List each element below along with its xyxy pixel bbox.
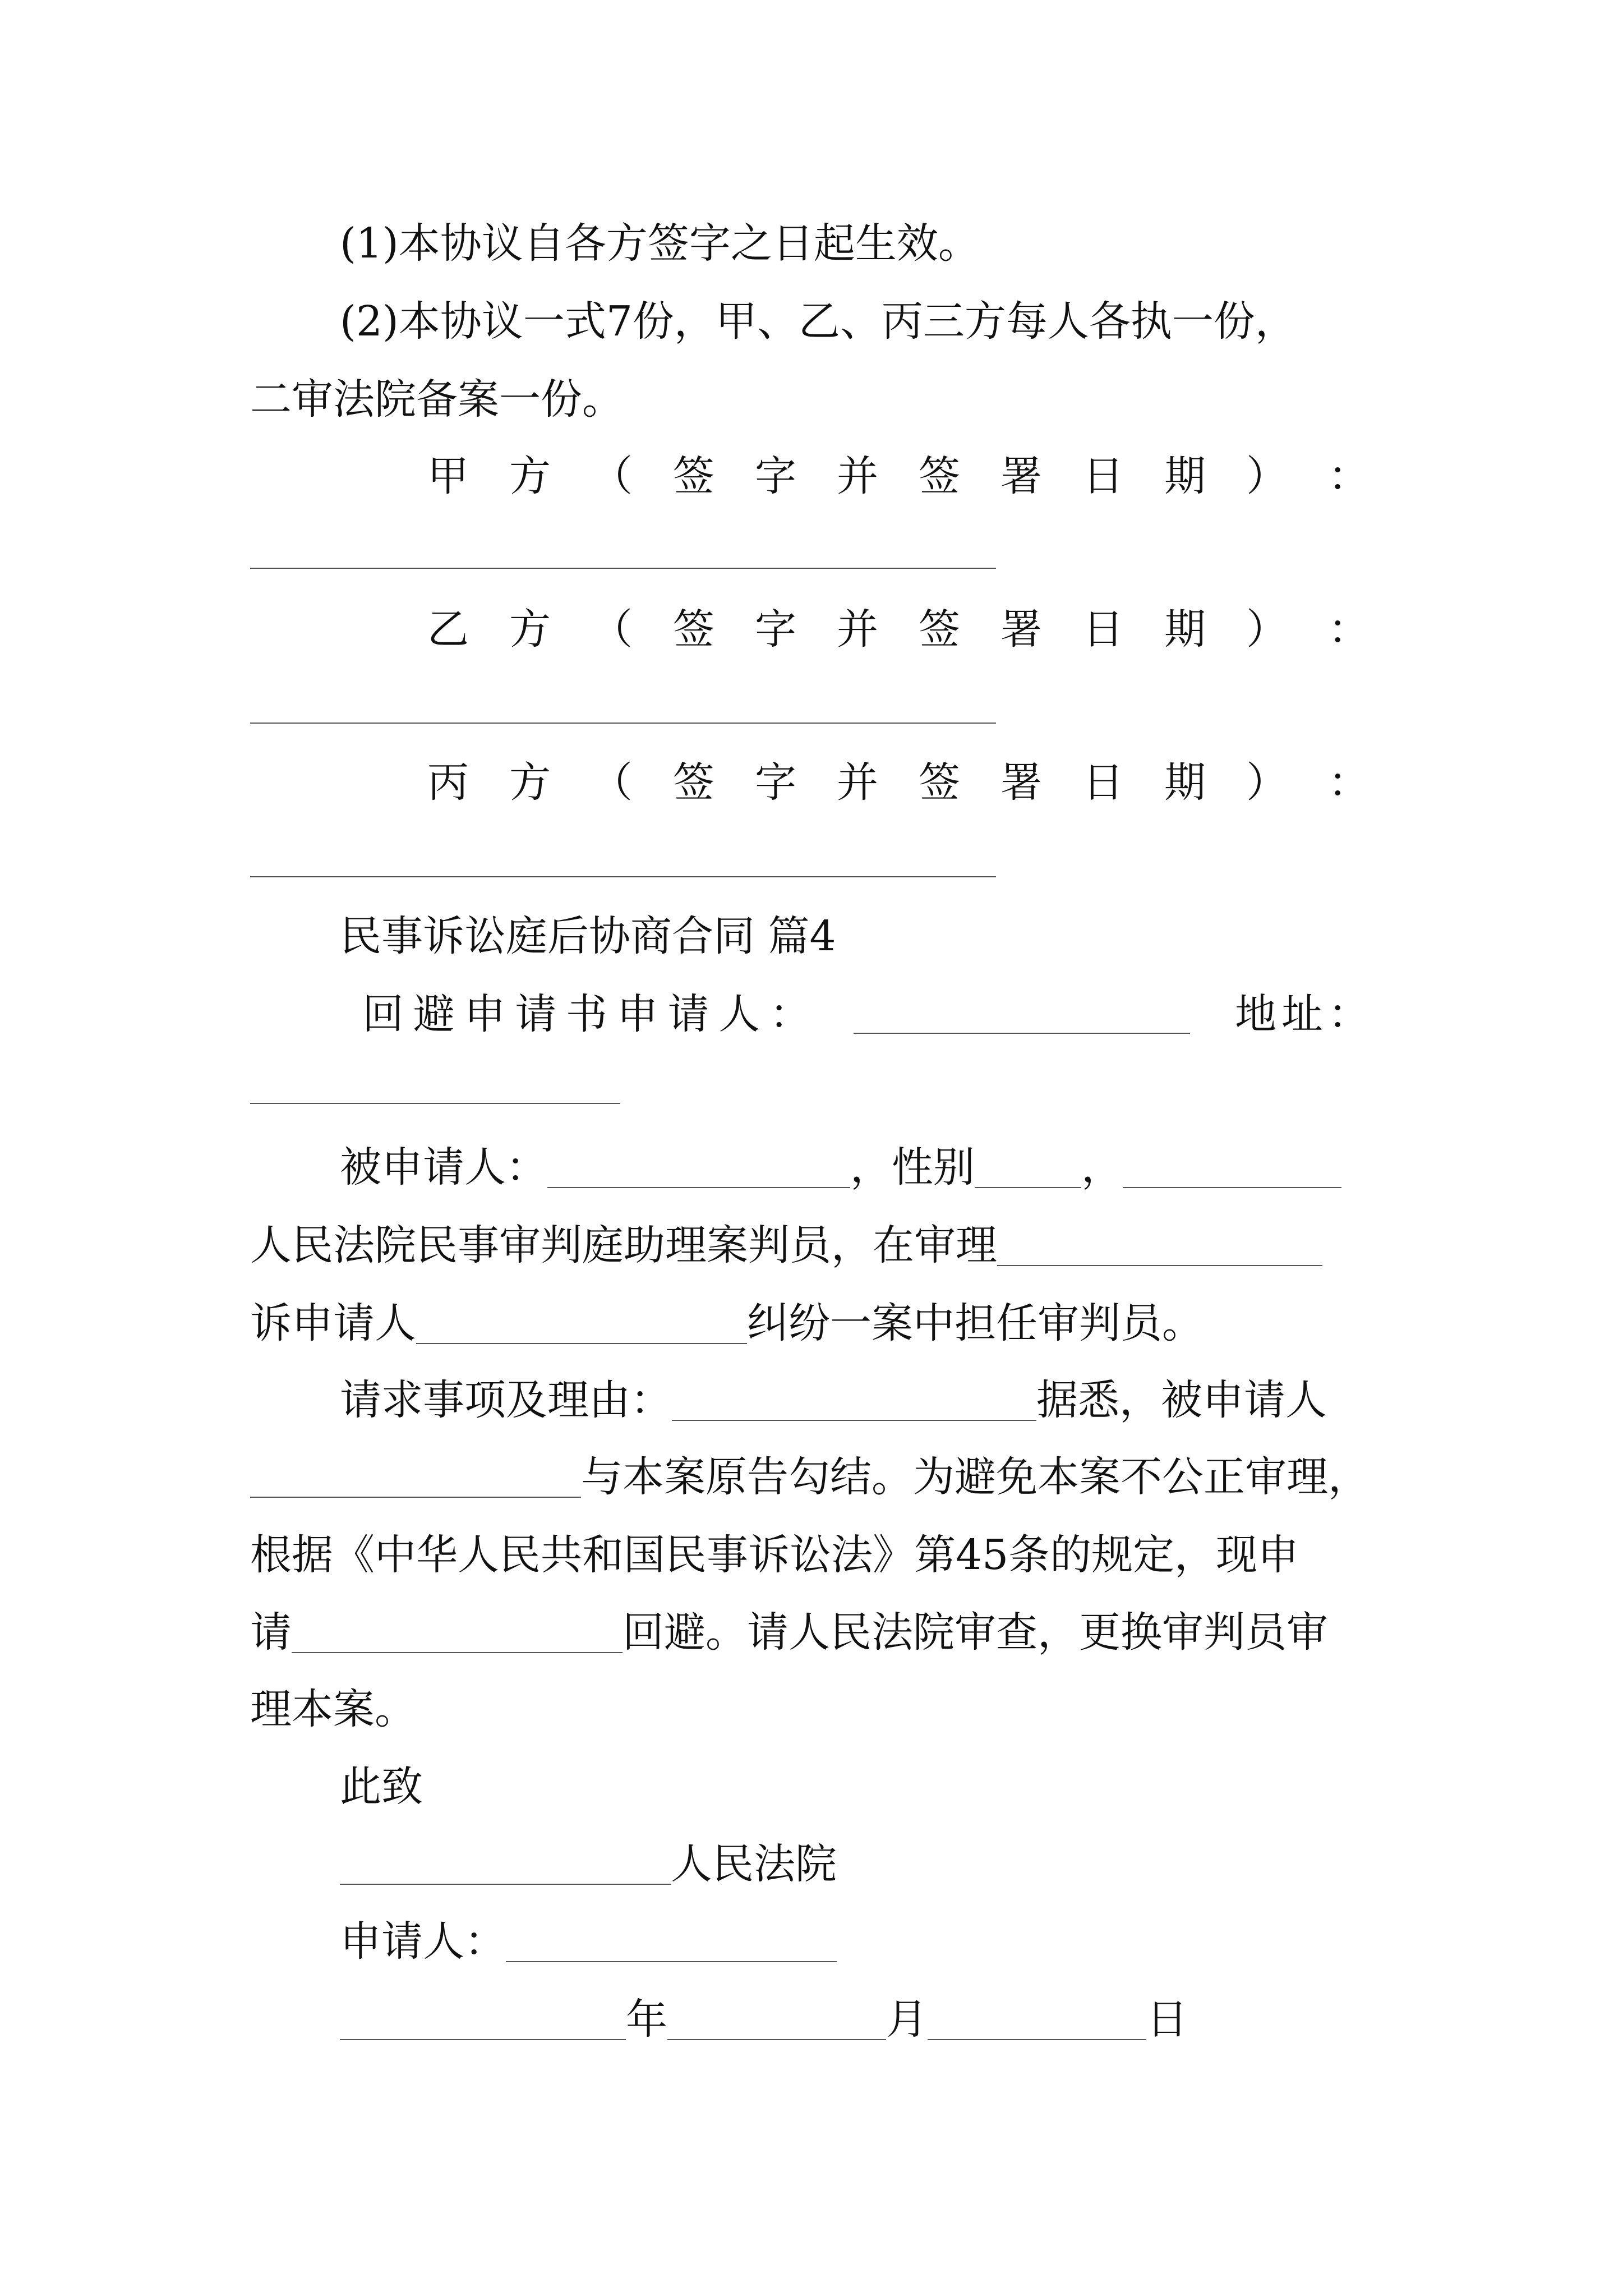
- applicant-blank[interactable]: [416, 1306, 747, 1344]
- request-blank[interactable]: [672, 1383, 1036, 1421]
- header-char: 请: [515, 990, 557, 1038]
- sig-char: 日: [1082, 605, 1124, 654]
- sig-char: 甲: [427, 452, 469, 500]
- address-char: 址: [1281, 990, 1323, 1038]
- sig-char: 乙: [427, 605, 469, 654]
- application-header: [362, 990, 1370, 1038]
- sig-char: 署: [1000, 452, 1042, 500]
- sig-char: （: [591, 605, 633, 654]
- court-role-line: [250, 1221, 1322, 1269]
- court-name-blank[interactable]: [1123, 1150, 1341, 1188]
- sig-char: 并: [837, 452, 878, 500]
- request-label: 请求事项及理由：: [340, 1376, 672, 1424]
- sig-char: 期: [1164, 605, 1206, 654]
- sig-char: ）: [1246, 758, 1288, 807]
- signature-line-party-c: [250, 876, 996, 877]
- header-char: 请: [667, 990, 709, 1038]
- sig-char: 签: [919, 758, 960, 807]
- sig-char: 字: [755, 605, 796, 654]
- signature-party-c: [427, 758, 1370, 807]
- collusion-line: [250, 1453, 1370, 1501]
- sig-char: 署: [1000, 758, 1042, 807]
- year-label: 年: [626, 1995, 667, 2044]
- year-blank[interactable]: [340, 2002, 626, 2040]
- sig-char: ）: [1246, 452, 1288, 500]
- court-role-text: 人民法院民事审判庭助理案判员，在审理: [250, 1221, 997, 1269]
- applicant-sign-label: 申请人：: [340, 1917, 506, 1966]
- address-char: 地: [1235, 990, 1276, 1038]
- sig-char: 签: [673, 605, 714, 654]
- court-line: [340, 1840, 837, 1888]
- sig-char: 署: [1000, 605, 1042, 654]
- sig-char: 字: [755, 758, 796, 807]
- sig-char: ：: [1328, 605, 1370, 654]
- comma: ，: [1081, 1143, 1123, 1191]
- applicant-label: 诉申请人: [250, 1299, 416, 1347]
- sig-char: 并: [837, 605, 878, 654]
- respondent-label: 被申请人：: [340, 1143, 547, 1191]
- address-blank[interactable]: [250, 1103, 620, 1104]
- case-text: 纠纷一案中担任审判员。: [747, 1299, 1204, 1347]
- law-line: 根据《中华人民共和国民事诉讼法》第45条的规定，现申: [250, 1531, 1299, 1579]
- header-char: 回: [362, 990, 404, 1038]
- address-char: ：: [1328, 990, 1370, 1038]
- sig-char: 方: [509, 605, 551, 654]
- sig-char: 签: [919, 605, 960, 654]
- sig-char: 签: [919, 452, 960, 500]
- request-prefix: 请: [250, 1608, 292, 1657]
- reason-text: 据悉，被申请人: [1036, 1376, 1327, 1424]
- applicant-sign-blank[interactable]: [506, 1924, 837, 1962]
- gender-blank[interactable]: [975, 1150, 1081, 1188]
- application-header-label: [362, 990, 811, 1038]
- sig-char: ：: [1328, 452, 1370, 500]
- signature-party-b: [427, 605, 1370, 654]
- section-title: 民事诉讼庭后协商合同 篇4: [340, 912, 836, 960]
- clause-2-line2: 二审法院备案一份。: [250, 375, 624, 424]
- sig-char: 签: [673, 452, 714, 500]
- sig-char: 并: [837, 758, 878, 807]
- address-label: [1235, 990, 1370, 1038]
- sig-char: 期: [1164, 758, 1206, 807]
- recusal-person-blank[interactable]: [292, 1615, 623, 1653]
- sig-char: 日: [1082, 758, 1124, 807]
- header-char: 申: [616, 990, 658, 1038]
- header-char: 人: [718, 990, 760, 1038]
- applicant-name-blank[interactable]: [854, 996, 1190, 1034]
- court-blank[interactable]: [340, 1847, 671, 1885]
- respondent-name-blank[interactable]: [547, 1150, 850, 1188]
- clause-2-line1: (2)本协议一式7份，甲、乙、丙三方每人各执一份，: [340, 297, 1297, 346]
- salutation: 此致: [340, 1763, 423, 1811]
- header-char: 避: [413, 990, 455, 1038]
- date-line: [340, 1995, 1188, 2044]
- sig-char: 丙: [427, 758, 469, 807]
- sig-char: 期: [1164, 452, 1206, 500]
- header-char: 申: [464, 990, 506, 1038]
- recusal-line: [250, 1608, 1328, 1657]
- trial-case-blank[interactable]: [997, 1228, 1322, 1266]
- recusal-text: 回避。请人民法院审查，更换审判员审: [623, 1608, 1328, 1657]
- sig-char: （: [591, 758, 633, 807]
- signature-line-party-b: [250, 723, 996, 724]
- court-suffix: 人民法院: [671, 1840, 837, 1888]
- gender-label: ，性别: [850, 1143, 975, 1191]
- sig-char: 字: [755, 452, 796, 500]
- sig-char: （: [591, 452, 633, 500]
- respondent-blank[interactable]: [250, 1460, 581, 1498]
- header-char: 书: [566, 990, 607, 1038]
- header-char: ：: [769, 990, 811, 1038]
- sig-char: 签: [673, 758, 714, 807]
- request-line: [340, 1376, 1327, 1424]
- applicant-sign-line: [340, 1917, 837, 1966]
- collusion-text: 与本案原告勾结。为避免本案不公正审理，: [581, 1453, 1370, 1501]
- sig-char: ）: [1246, 605, 1288, 654]
- month-label: 月: [886, 1995, 928, 2044]
- sig-char: 日: [1082, 452, 1124, 500]
- signature-line-party-a: [250, 568, 996, 569]
- day-blank[interactable]: [928, 2002, 1146, 2040]
- respondent-line: [340, 1143, 1341, 1191]
- case-line: [250, 1299, 1204, 1347]
- sig-char: ：: [1328, 758, 1370, 807]
- clause-1: (1)本协议自各方签字之日起生效。: [340, 219, 980, 268]
- day-label: 日: [1146, 1995, 1188, 2044]
- signature-party-a: [427, 452, 1370, 500]
- month-blank[interactable]: [667, 2002, 886, 2040]
- closing-line: 理本案。: [250, 1685, 416, 1733]
- sig-char: 方: [509, 452, 551, 500]
- sig-char: 方: [509, 758, 551, 807]
